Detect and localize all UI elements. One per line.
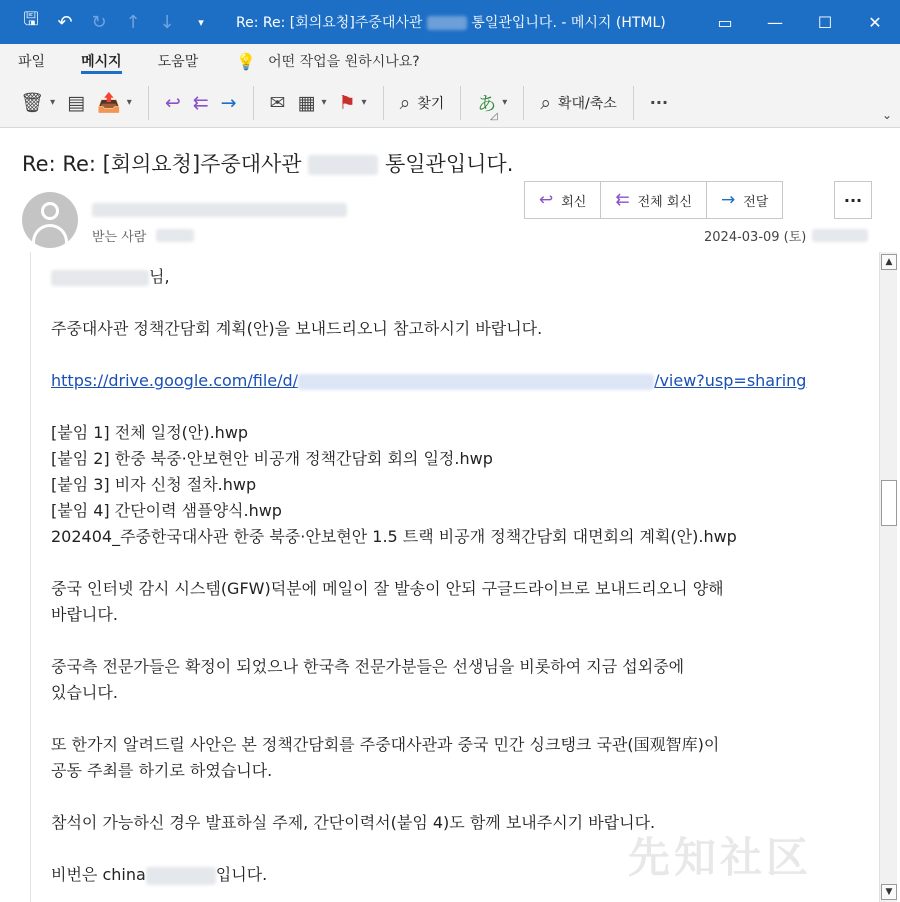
attachment-line: [붙임 4] 간단이력 샘플양식.hwp xyxy=(51,501,282,520)
previous-item-icon: ↑ xyxy=(125,11,141,33)
close-icon[interactable]: ✕ xyxy=(868,12,882,32)
quick-access-toolbar xyxy=(0,0,218,44)
redacted-name xyxy=(308,155,378,175)
forward-arrow-icon: → xyxy=(220,91,237,114)
ribbon xyxy=(0,78,900,128)
ribbon-display-icon[interactable]: ▭ xyxy=(717,12,733,32)
attachment-line: [붙임 1] 전체 일정(안).hwp xyxy=(51,423,249,442)
redacted-time xyxy=(812,229,868,242)
ribbon-divider xyxy=(523,86,524,120)
envelope-icon: ✉ xyxy=(269,91,286,114)
body-line: 또 한가지 알려드릴 사안은 본 정책간담회를 주중대사관과 중국 민간 싱크탱크 국관(国观智库)이 xyxy=(51,735,720,754)
categorize-grid-icon: ▦ xyxy=(297,91,316,114)
lightbulb-icon: 💡 xyxy=(236,51,257,71)
ribbon-divider xyxy=(383,86,384,120)
categorize-button[interactable] xyxy=(292,83,333,123)
search-icon: ⌕ xyxy=(399,91,411,114)
body-line: 공동 주최를 하기로 하였습니다. xyxy=(51,761,273,780)
forward-button[interactable]: → 전달 xyxy=(706,181,783,219)
message-content xyxy=(51,264,877,888)
vertical-scrollbar[interactable] xyxy=(879,252,897,902)
zoom-button[interactable]: ⌕ 확대/축소 xyxy=(540,91,617,114)
redacted-password xyxy=(146,867,216,885)
title-bar xyxy=(0,0,900,44)
reply-all-ribbon-button[interactable] xyxy=(187,83,215,123)
chevron-down-icon: ▾ xyxy=(321,97,327,108)
reply-button[interactable]: ↩ 회신 xyxy=(524,181,601,219)
undo-icon[interactable]: ↶ xyxy=(57,11,73,33)
move-folder-icon: 📤 xyxy=(97,92,121,114)
ribbon-divider xyxy=(460,86,461,120)
reply-icon: ↩ xyxy=(539,190,554,210)
scroll-thumb[interactable] xyxy=(881,480,897,526)
reply-icon: ↩ xyxy=(164,91,181,114)
ribbon-divider xyxy=(633,86,634,120)
translate-icon: あ xyxy=(477,93,497,115)
body-line: 주중대사관 정책간담회 계획(안)을 보내드리오니 참고하시기 바랍니다. xyxy=(51,319,543,338)
archive-button[interactable] xyxy=(61,83,91,123)
forward-ribbon-button[interactable] xyxy=(215,83,243,123)
scroll-up-icon[interactable]: ▲ xyxy=(881,254,897,270)
attachment-line: 202404_주중한국대사관 한중 북중·안보현안 1.5 트랙 비공개 정책간담회 대면회의 계획(안).hwp xyxy=(51,527,737,546)
reply-ribbon-button[interactable] xyxy=(159,83,187,123)
chevron-down-icon: ▾ xyxy=(50,97,56,108)
more-commands-button[interactable] xyxy=(644,83,674,123)
greeting: 님, xyxy=(51,264,877,290)
ribbon-divider xyxy=(253,86,254,120)
person-icon xyxy=(41,202,59,220)
reply-all-button[interactable]: ⇇ 전체 회신 xyxy=(600,181,707,219)
recipient-line: 받는 사람 xyxy=(92,226,194,245)
redacted-link-id xyxy=(298,374,654,390)
move-button[interactable] xyxy=(91,83,138,123)
body-line: 중국 인터넷 감시 시스템(GFW)덕분에 메일이 잘 발송이 안되 구글드라이브로 보내드리오니 양해 xyxy=(51,579,724,598)
body-line: 중국측 전문가들은 확정이 되었으나 한국측 전문가분들은 선생님을 비롯하여 지금 섭외중에 xyxy=(51,657,685,676)
scroll-down-icon[interactable]: ▼ xyxy=(881,884,897,900)
find-button[interactable]: ⌕ 찾기 xyxy=(399,91,445,114)
body-line: 참석이 가능하신 경우 발표하실 주제, 간단이력서(붙임 4)도 함께 보내주시기 바랍니다. xyxy=(51,813,656,832)
archive-icon: ▤ xyxy=(67,91,86,114)
redacted-name xyxy=(427,16,467,30)
body-line: 바랍니다. xyxy=(51,605,118,624)
drive-link[interactable]: https://drive.google.com/file/d/ /view?usp=sharing xyxy=(51,371,807,390)
chevron-down-icon: ▾ xyxy=(126,97,132,108)
dialog-launcher-icon[interactable]: ◿ xyxy=(490,111,498,122)
sent-date: 2024-03-09 (토) xyxy=(704,226,868,245)
body-line: 있습니다. xyxy=(51,683,118,702)
forward-arrow-icon: → xyxy=(721,190,736,210)
chevron-down-icon: ▾ xyxy=(361,97,367,108)
more-icon: ··· xyxy=(843,190,863,210)
avatar xyxy=(22,192,78,248)
next-item-icon: ↓ xyxy=(159,11,175,33)
zoom-icon: ⌕ xyxy=(540,91,551,114)
ribbon-divider xyxy=(148,86,149,120)
reply-all-icon: ⇇ xyxy=(192,91,209,114)
follow-up-button[interactable] xyxy=(332,83,372,123)
password-line: 비번은 china 입니다. xyxy=(51,865,268,884)
message-body[interactable] xyxy=(30,252,878,902)
redacted-name xyxy=(51,270,149,286)
redacted-recipient xyxy=(156,229,194,242)
chevron-down-icon: ▾ xyxy=(502,97,508,108)
attachment-line: [붙임 3] 비자 신청 절차.hwp xyxy=(51,475,257,494)
customize-toolbar-icon[interactable]: ▾ xyxy=(198,15,204,29)
more-actions-button[interactable] xyxy=(834,181,872,219)
tab-message[interactable]: 메시지 xyxy=(63,44,140,78)
attachment-line: [붙임 2] 한중 북중·안보현안 비공개 정책간담회 회의 일정.hwp xyxy=(51,449,493,468)
tell-me-search[interactable] xyxy=(236,51,420,71)
menu-bar xyxy=(0,44,900,78)
mark-read-button[interactable] xyxy=(264,83,292,123)
watermark: 先知社区 xyxy=(628,833,813,882)
redacted-sender xyxy=(92,203,347,217)
save-icon[interactable]: 🖫 xyxy=(23,9,39,30)
window-controls xyxy=(700,0,900,44)
window-title: Re: Re: [회의요청]주중대사관 통일관입니다. - 메시지 (HTML) xyxy=(236,15,666,31)
tell-me-label: 어떤 작업을 원하시나요? xyxy=(268,54,420,70)
email-subject: Re: Re: [회의요청]주중대사관 통일관입니다. xyxy=(22,152,514,176)
minimize-icon[interactable]: — xyxy=(767,12,783,32)
delete-button[interactable] xyxy=(14,83,61,123)
trash-icon: 🗑 xyxy=(20,92,45,114)
collapse-ribbon-icon[interactable]: ⌄ xyxy=(881,108,892,122)
sender-name[interactable] xyxy=(92,202,347,218)
redo-icon: ↻ xyxy=(91,11,107,33)
reply-all-icon: ⇇ xyxy=(615,190,630,210)
more-icon: ··· xyxy=(649,93,669,112)
maximize-icon[interactable]: ☐ xyxy=(817,12,833,32)
flag-icon: ⚑ xyxy=(338,91,356,114)
tab-file[interactable]: 파일 xyxy=(18,54,46,70)
tab-help[interactable]: 도움말 xyxy=(157,54,199,70)
reply-actions xyxy=(525,181,783,219)
